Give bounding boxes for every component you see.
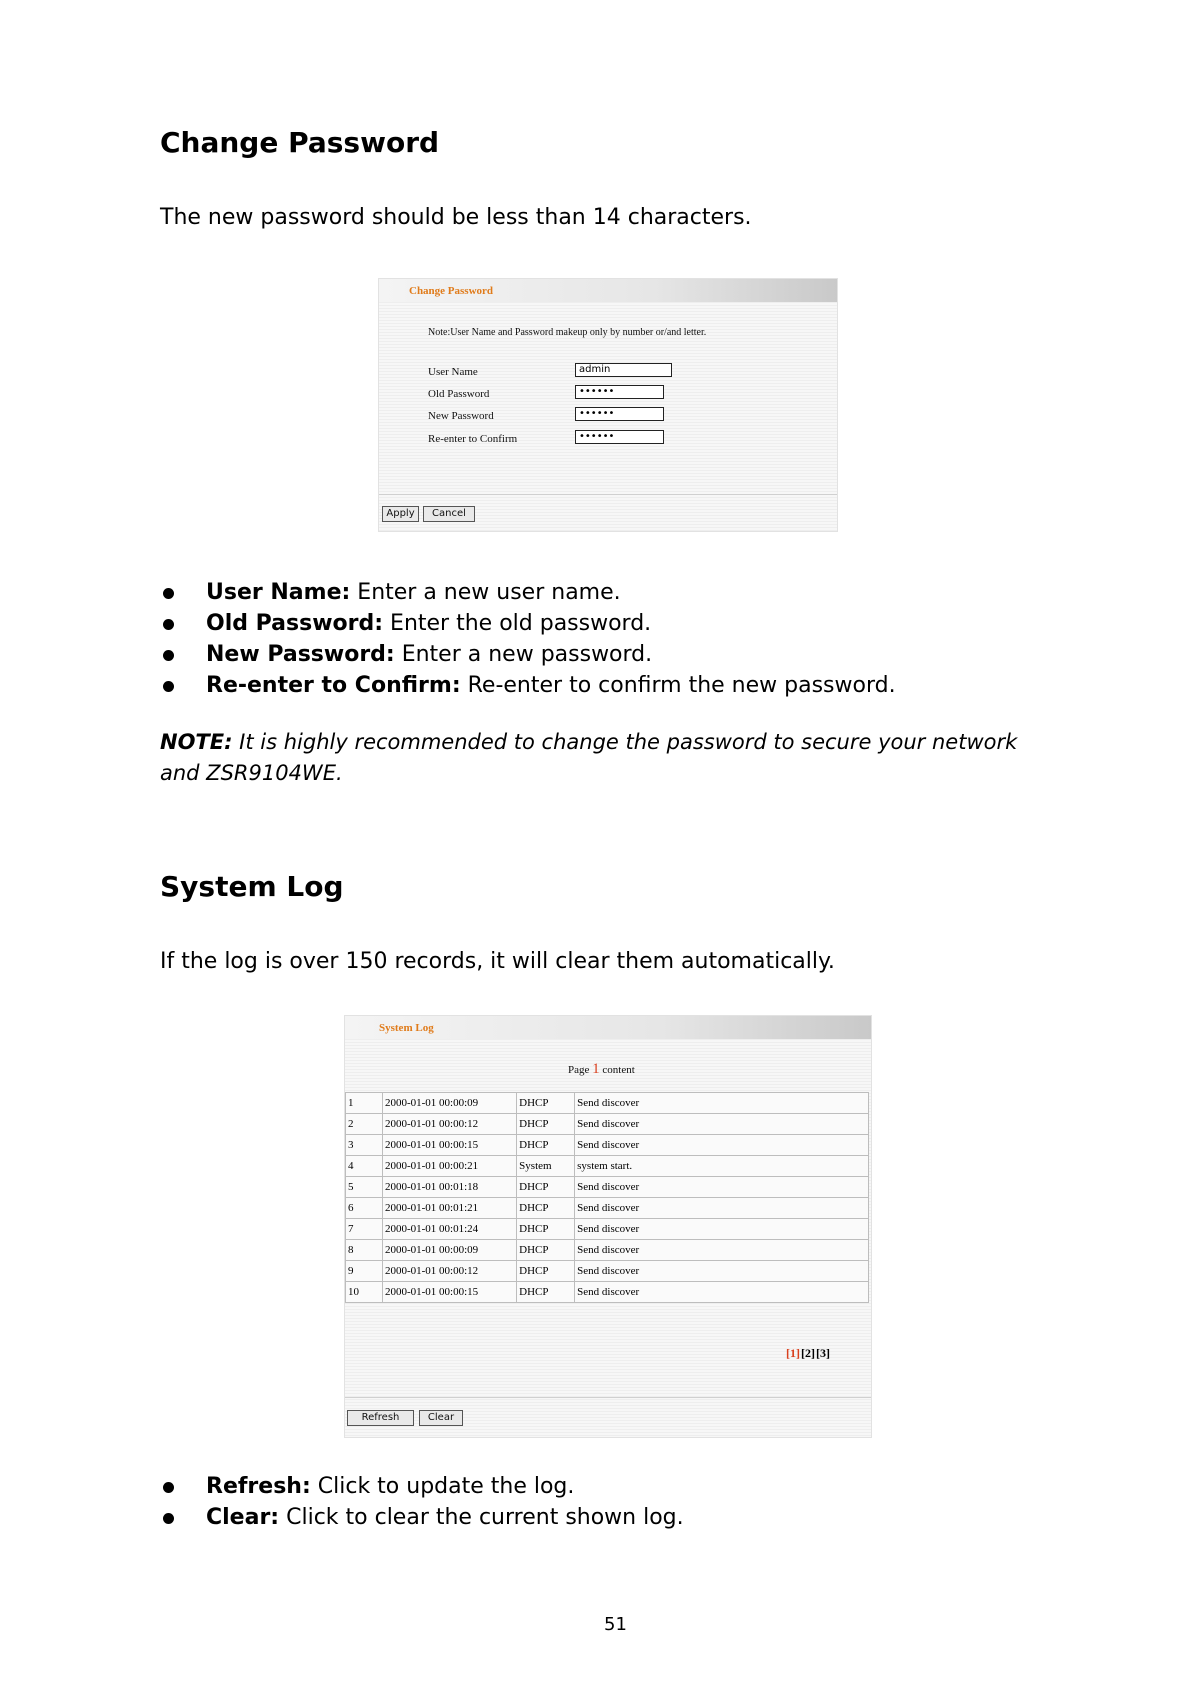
log-index: 2 <box>346 1114 383 1135</box>
log-type: DHCP <box>517 1114 575 1135</box>
page-link-2[interactable]: [2] <box>801 1346 815 1360</box>
log-type: DHCP <box>517 1135 575 1156</box>
security-note <box>160 727 1060 789</box>
log-type: DHCP <box>517 1261 575 1282</box>
bullet-desc: Click to update the log. <box>310 1474 575 1499</box>
log-type: DHCP <box>517 1282 575 1303</box>
log-index: 9 <box>346 1261 383 1282</box>
pagination <box>785 1346 830 1361</box>
log-time: 2000-01-01 00:00:09 <box>382 1240 516 1261</box>
log-message: Send discover <box>575 1219 869 1240</box>
log-message: Send discover <box>575 1093 869 1114</box>
change-password-screenshot <box>378 278 838 532</box>
table-row <box>346 1114 869 1135</box>
panel-title: System Log <box>379 1022 434 1034</box>
log-time: 2000-01-01 00:01:24 <box>382 1219 516 1240</box>
user-name-label: User Name <box>428 366 478 378</box>
log-message: Send discover <box>575 1198 869 1219</box>
divider <box>345 1397 871 1398</box>
log-index: 7 <box>346 1219 383 1240</box>
log-time: 2000-01-01 00:00:15 <box>382 1282 516 1303</box>
old-password-input[interactable]: •••••• <box>575 385 664 399</box>
panel-header <box>345 1016 871 1039</box>
list-item <box>160 639 896 670</box>
table-row <box>346 1135 869 1156</box>
new-password-input[interactable]: •••••• <box>575 407 664 421</box>
change-password-intro: The new password should be less than 14 characters. <box>160 205 752 230</box>
log-message: Send discover <box>575 1282 869 1303</box>
bullet-term: New Password: <box>206 642 395 667</box>
system-log-bullets <box>160 1471 684 1533</box>
log-index: 1 <box>346 1093 383 1114</box>
bullet-desc: Enter the old password. <box>383 611 652 636</box>
current-page-number: 1 <box>592 1061 600 1077</box>
cancel-button[interactable]: Cancel <box>423 506 475 522</box>
log-time: 2000-01-01 00:00:09 <box>382 1093 516 1114</box>
list-item <box>160 1502 684 1533</box>
list-item <box>160 577 896 608</box>
list-item <box>160 608 896 639</box>
log-message: Send discover <box>575 1177 869 1198</box>
change-password-bullets <box>160 577 896 701</box>
log-message: Send discover <box>575 1261 869 1282</box>
log-message: Send discover <box>575 1135 869 1156</box>
log-index: 10 <box>346 1282 383 1303</box>
change-password-heading: Change Password <box>160 126 440 159</box>
note-text: It is highly recommended to change the password to secure your network and ZSR9104WE. <box>160 730 1018 785</box>
log-index: 3 <box>346 1135 383 1156</box>
system-log-heading: System Log <box>160 870 344 903</box>
bullet-term: Re-enter to Confirm: <box>206 673 461 698</box>
log-index: 5 <box>346 1177 383 1198</box>
bullet-desc: Click to clear the current shown log. <box>279 1505 684 1530</box>
log-type: DHCP <box>517 1240 575 1261</box>
bullet-term: Old Password: <box>206 611 384 636</box>
page-link-3[interactable]: [3] <box>816 1346 830 1360</box>
log-index: 6 <box>346 1198 383 1219</box>
page-link-1[interactable]: [1] <box>786 1346 800 1360</box>
confirm-password-label: Re-enter to Confirm <box>428 433 518 445</box>
makeup-note: Note:User Name and Password makeup only by number or/and letter. <box>428 327 707 338</box>
table-row <box>346 1093 869 1114</box>
log-type: DHCP <box>517 1198 575 1219</box>
log-table <box>345 1092 869 1303</box>
panel-title: Change Password <box>409 285 494 297</box>
list-item <box>160 1471 684 1502</box>
log-index: 4 <box>346 1156 383 1177</box>
bullet-term: Clear: <box>206 1505 280 1530</box>
log-type: DHCP <box>517 1093 575 1114</box>
confirm-password-input[interactable]: •••••• <box>575 430 664 444</box>
log-type: System <box>517 1156 575 1177</box>
panel-header <box>379 279 837 302</box>
clear-button[interactable]: Clear <box>419 1410 463 1426</box>
table-row <box>346 1156 869 1177</box>
table-row <box>346 1282 869 1303</box>
log-time: 2000-01-01 00:01:18 <box>382 1177 516 1198</box>
new-password-label: New Password <box>428 410 494 422</box>
log-time: 2000-01-01 00:00:15 <box>382 1135 516 1156</box>
table-row <box>346 1261 869 1282</box>
log-time: 2000-01-01 00:00:21 <box>382 1156 516 1177</box>
log-type: DHCP <box>517 1177 575 1198</box>
divider <box>379 494 837 495</box>
bullet-desc: Re-enter to confirm the new password. <box>460 673 896 698</box>
bullet-desc: Enter a new user name. <box>350 580 621 605</box>
page-prefix: Page <box>568 1064 590 1076</box>
log-message: system start. <box>575 1156 869 1177</box>
log-type: DHCP <box>517 1219 575 1240</box>
old-password-label: Old Password <box>428 388 490 400</box>
table-row <box>346 1219 869 1240</box>
note-label: NOTE: <box>160 730 233 754</box>
table-row <box>346 1177 869 1198</box>
bullet-term: Refresh: <box>206 1474 311 1499</box>
list-item <box>160 670 896 701</box>
log-time: 2000-01-01 00:00:12 <box>382 1261 516 1282</box>
page-number: 51 <box>604 1614 627 1635</box>
page-suffix: content <box>602 1064 635 1076</box>
refresh-button[interactable]: Refresh <box>347 1410 414 1426</box>
system-log-intro: If the log is over 150 records, it will clear them automatically. <box>160 949 835 974</box>
log-index: 8 <box>346 1240 383 1261</box>
page-indicator <box>568 1061 635 1078</box>
user-name-input[interactable]: admin <box>575 363 672 377</box>
bullet-desc: Enter a new password. <box>394 642 653 667</box>
log-time: 2000-01-01 00:01:21 <box>382 1198 516 1219</box>
apply-button[interactable]: Apply <box>382 506 419 522</box>
log-message: Send discover <box>575 1114 869 1135</box>
system-log-screenshot <box>344 1015 872 1438</box>
table-row <box>346 1198 869 1219</box>
table-row <box>346 1240 869 1261</box>
log-time: 2000-01-01 00:00:12 <box>382 1114 516 1135</box>
log-message: Send discover <box>575 1240 869 1261</box>
bullet-term: User Name: <box>206 580 351 605</box>
